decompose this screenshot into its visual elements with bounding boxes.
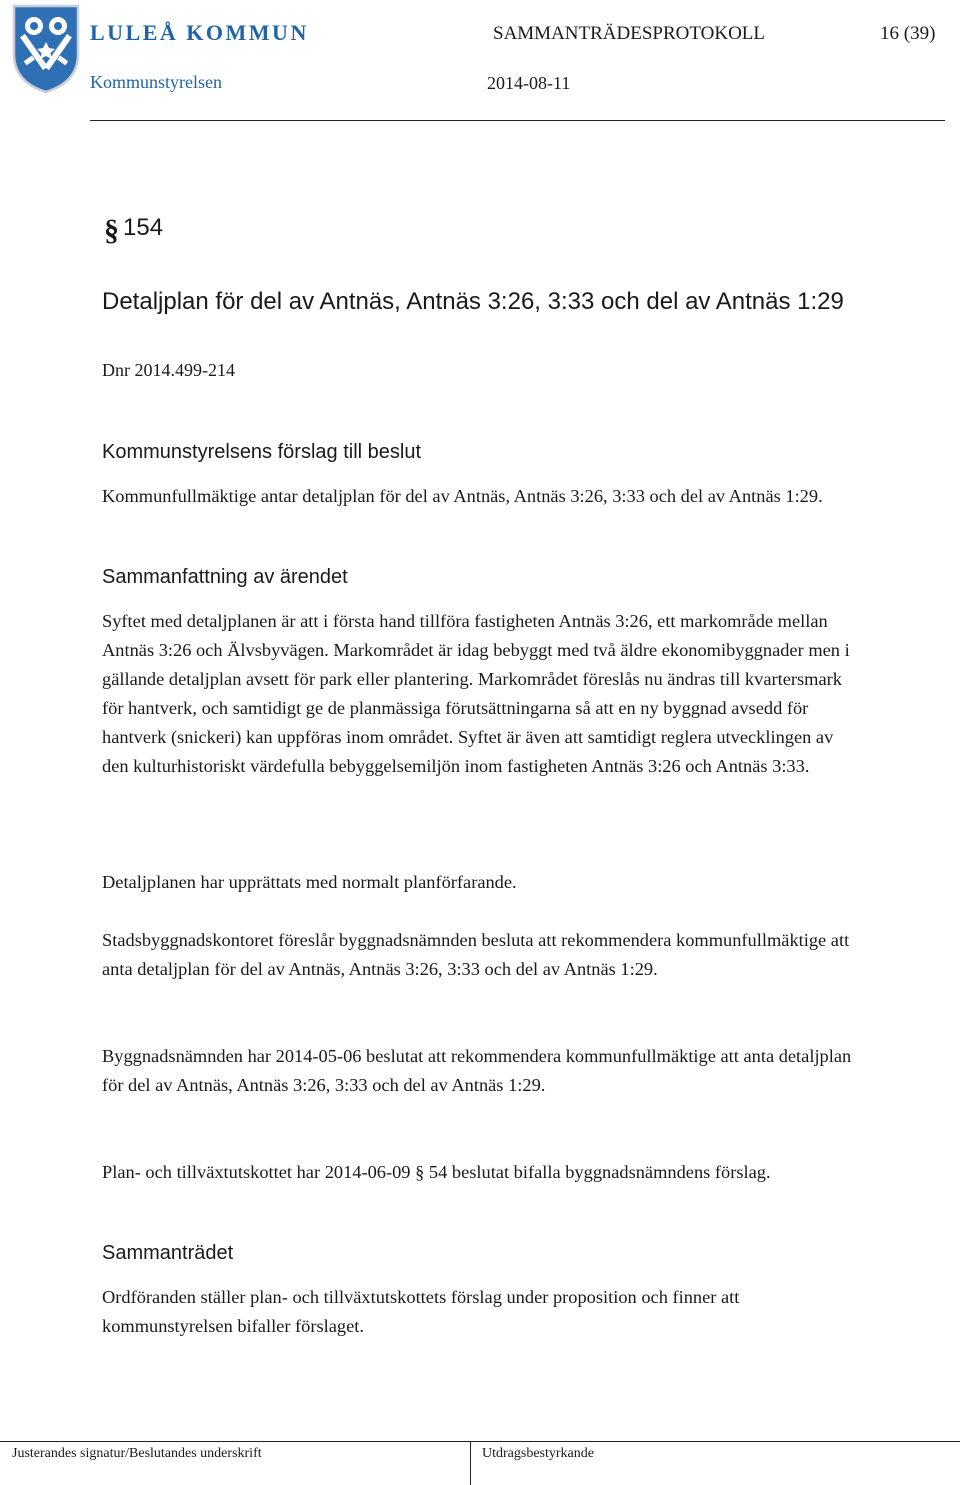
paragraph-symbol: § — [104, 214, 119, 247]
meeting-text: Ordföranden ställer plan- och tillväxtutskottets förslag under proposition och finner att kommunstyrelsen bifaller förslaget. — [102, 1287, 740, 1336]
signature-label: Justerandes signatur/Beslutandes underskrift — [12, 1446, 262, 1461]
meeting-date: 2014-08-11 — [487, 73, 571, 93]
extract-certification-label: Utdragsbestyrkande — [482, 1446, 594, 1461]
section-title: Detaljplan för del av Antnäs, Antnäs 3:26, 3:33 och del av Antnäs 1:29 — [102, 288, 844, 315]
meeting-heading: Sammanträdet — [102, 1242, 234, 1264]
summary-paragraph: Detaljplanen har upprättats med normalt planförfarande. — [102, 872, 517, 892]
summary-heading: Sammanfattning av ärendet — [102, 566, 348, 588]
municipal-coat-of-arms-logo — [10, 2, 82, 94]
organization-name: LULEÅ KOMMUN — [90, 20, 309, 45]
document-type: SAMMANTRÄDESPROTOKOLL — [493, 23, 766, 44]
summary-paragraph: Plan- och tillväxtutskottet har 2014-06-09 § 54 beslutat bifalla byggnadsnämndens förslag. — [102, 1162, 771, 1182]
summary-paragraph: Syftet med detaljplanen är att i första hand tillföra fastigheten Antnäs 3:26, ett markområde mellan Antnäs 3:26 och Älvsbyvägen. Markområdet är idag bebyggt med två äldre ekonomibyggnader men i gällande detaljplan avsett för park eller plantering. Markområdet föreslås nu ändras till kvartersmark för hantverk, och samtidigt ge de planmässiga förutsättningarna så att en ny byggnad avsedd för hantverk (snickeri) kan uppföras inom området. Syftet är även att samtidigt reglera utvecklingen av den kulturhistoriskt värdefulla bebyggelsemiljön inom fastigheten Antnäs 3:26 och Antnäs 3:33. — [102, 611, 850, 776]
proposal-text: Kommunfullmäktige antar detaljplan för del av Antnäs, Antnäs 3:26, 3:33 och del av Antnäs 1:29. — [102, 486, 823, 506]
footer-column-divider — [470, 1441, 471, 1485]
section-number: 154 — [123, 214, 164, 241]
registration-number: Dnr 2014.499-214 — [102, 360, 235, 380]
department-name: Kommunstyrelsen — [90, 72, 222, 92]
header-divider — [90, 120, 945, 121]
summary-paragraph: Stadsbyggnadskontoret föreslår byggnadsnämnden besluta att rekommendera kommunfullmäktige att anta detaljplan för del av Antnäs, Antnäs 3:26, 3:33 och del av Antnäs 1:29. — [102, 930, 850, 979]
footer-divider — [0, 1441, 960, 1442]
page-number: 16 (39) — [880, 23, 936, 44]
summary-paragraph: Byggnadsnämnden har 2014-05-06 beslutat att rekommendera kommunfullmäktige att anta detaljplan för del av Antnäs, Antnäs 3:26, 3:33 och del av Antnäs 1:29. — [102, 1046, 852, 1095]
proposal-heading: Kommunstyrelsens förslag till beslut — [102, 441, 422, 463]
